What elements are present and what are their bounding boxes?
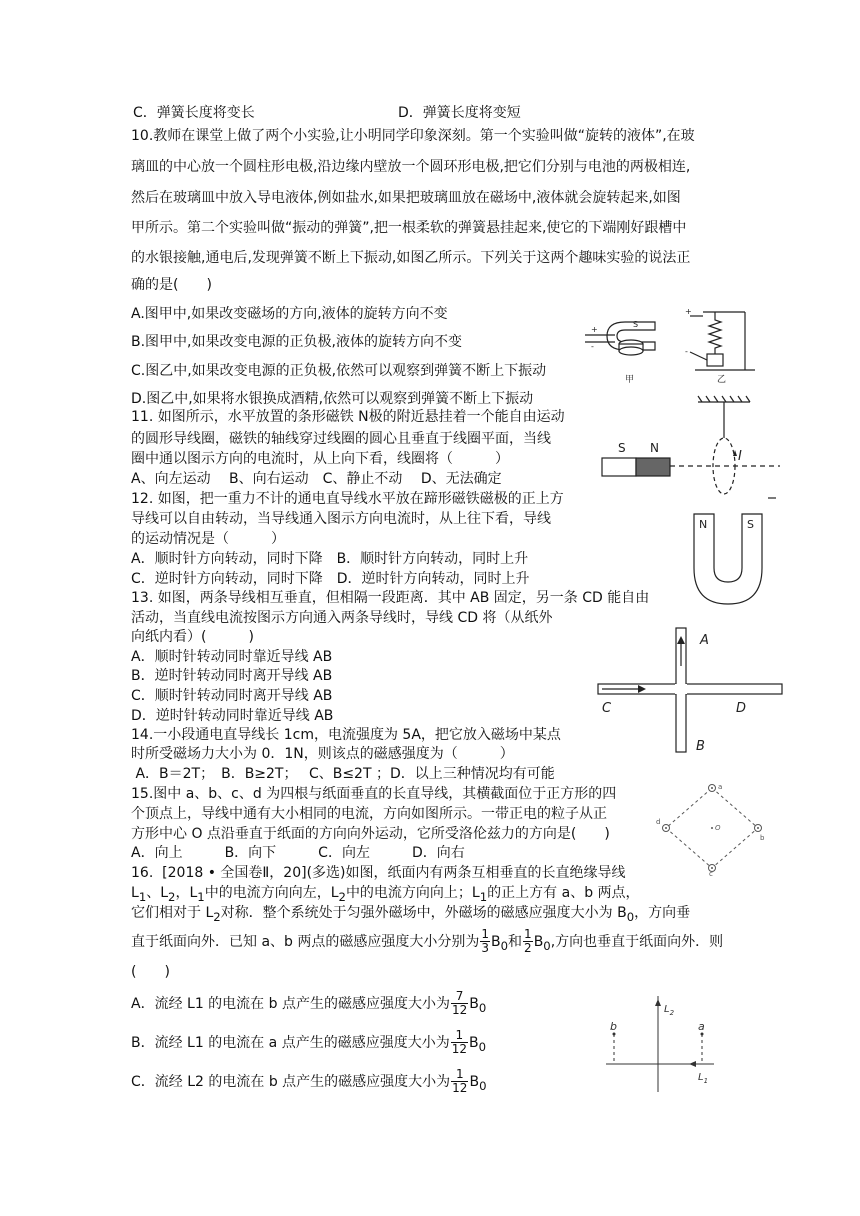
q10-option-a: A.图甲中,如果改变磁场的方向,液体的旋转方向不变	[131, 306, 448, 322]
spring-stand	[690, 312, 755, 370]
q16-option-c: C．流经 L2 的电流在 b 点产生的磁感应强度大小为 $\frac{1}{12}$ $B_0$	[131, 1067, 487, 1095]
current-i-label: I	[738, 449, 742, 464]
magnet-s-label: S	[618, 441, 626, 455]
q16-line-3: 它们相对于 $L_2$对称．整个系统处于匀强外磁场中，外磁场的磁感应强度大小为 $B_0$，方向垂	[131, 905, 691, 924]
svg-text:-: -	[685, 347, 688, 356]
fraction-one-twelfth: $\frac{1}{12}$	[452, 1067, 468, 1095]
q10-line-2: 璃皿的中心放一个圆柱形电极,沿边缘内壁放一个圆环形电极,把它们分别与电池的两极相连,	[131, 159, 691, 175]
svg-text:+: +	[591, 325, 598, 334]
q13-option-c: C．顺时针转动同时离开导线 AB	[131, 688, 333, 704]
q11-line-2: 的圆形导线圈，磁铁的轴线穿过线圈的圆心且垂直于线圈平面，当线	[131, 431, 551, 447]
q16-line-1: 16. [2018 • 全国卷Ⅱ，20](多选)如图，纸面内有两条互相垂直的长直绝缘导线	[131, 865, 626, 881]
figure-label-jia: 甲	[625, 375, 635, 385]
label-b: b	[610, 1020, 617, 1033]
fraction-seven-twelfths: $\frac{7}{12}$	[451, 989, 468, 1017]
q15-line-3: 方形中心 O 点沿垂直于纸面的方向向外运动，它所受洛伦兹力的方向是( )	[131, 826, 610, 842]
q9-option-d: D．弹簧长度将变短	[398, 105, 521, 121]
q13-line-1: 13. 如图，两条导线相互垂直，但相隔一段距离．其中 AB 固定，另一条 CD 能自由	[131, 590, 650, 606]
q16-line-4: 直于纸面向外．已知 a、b 两点的磁感应强度大小分别为 $\frac{1}{3}$ $B_0$和 $\frac{1}{2}$ $B_0$,方向也垂直于纸面向外．则	[131, 927, 724, 955]
q16-figure	[596, 994, 720, 1094]
q16-option-b: B．流经 L1 的电流在 a 点产生的磁感应强度大小为 $\frac{1}{12}$ $B_0$	[131, 1028, 487, 1056]
label-b: B	[696, 739, 705, 754]
pole-s-label: S	[747, 518, 754, 531]
q10-figure	[585, 302, 765, 398]
q15-line-2: 个顶点上，导线中通有大小相同的电流，方向如图所示。一带正电的粒子从正	[131, 806, 607, 822]
label-a: a	[698, 1020, 705, 1033]
q11-options: A、向左运动 B、向右运动 C、静止不动 D、无法确定	[131, 471, 502, 487]
q14-line-1: 14.一小段通电直导线长 1cm，电流强度为 5A，把它放入磁场中某点	[131, 727, 561, 743]
q13-option-a: A．顺时针转动同时靠近导线 AB	[131, 649, 333, 665]
q10-option-b: B.图甲中,如果改变电源的正负极,液体的旋转方向不变	[131, 334, 462, 350]
q12-line-2: 导线可以自由转动，当导线通入图示方向电流时，从上往下看，导线	[131, 511, 551, 527]
label-l2: $L_2$	[664, 1004, 675, 1017]
figure-label-yi: 乙	[717, 375, 727, 385]
label-a: A	[700, 633, 709, 648]
label-l1: $L_1$	[698, 1072, 709, 1085]
q11-line-1: 11. 如图所示，水平放置的条形磁铁 N极的附近悬挂着一个能自由运动	[131, 409, 565, 425]
label-d: d	[656, 818, 661, 826]
bar-magnet-s	[602, 458, 636, 476]
q11-line-3: 圈中通以图示方向的电流时，从上向下看，线圈将（ ）	[131, 451, 509, 467]
q15-options: A．向上 B．向下 C．向左 D．向右	[131, 845, 465, 861]
label-b: b	[760, 834, 765, 842]
svg-text:+: +	[685, 307, 692, 316]
q10-line-6: 确的是( )	[131, 277, 212, 293]
bar-magnet-n	[636, 458, 670, 476]
q15-figure	[652, 780, 772, 876]
q10-option-c: C.图乙中,如果改变电源的正负极,依然可以观察到弹簧不断上下振动	[131, 363, 547, 379]
magnet-n-label: N	[650, 441, 659, 455]
q13-line-2: 活动，当直线电流按图示方向通入两条导线时，导线 CD 将（从纸外	[131, 610, 553, 626]
q13-line-3: 向纸内看）( )	[131, 629, 254, 645]
label-c: C	[602, 701, 612, 716]
q16-option-a: A．流经 L1 的电流在 b 点产生的磁感应强度大小为 $\frac{7}{12}$ $B_0$	[131, 989, 487, 1017]
q12-line-1: 12. 如图，把一重力不计的通电直导线水平放在蹄形磁铁磁极的正上方	[131, 491, 564, 507]
svg-text:S: S	[633, 320, 639, 329]
q14-line-2: 时所受磁场力大小为 0．1N，则该点的磁感强度为（ ）	[131, 746, 514, 762]
q13-option-d: D．逆时针转动同时靠近导线 AB	[131, 708, 334, 724]
q11-figure	[600, 394, 780, 506]
pole-n-label: N	[699, 518, 708, 531]
q15-line-1: 15.图中 a、b、c、d 为四根与纸面垂直的长直导线，其横截面位于正方形的四	[131, 786, 617, 802]
fraction-one-third: $\frac{1}{3}$	[481, 927, 490, 955]
label-o: O	[715, 824, 721, 832]
q12-options-ab: A．顺时针方向转动，同时下降 B．顺时针方向转动，同时上升	[131, 551, 529, 567]
q13-figure	[596, 626, 786, 756]
q13-option-b: B．逆时针转动同时离开导线 AB	[131, 668, 333, 684]
q10-line-3: 然后在玻璃皿中放入导电液体,例如盐水,如果把玻璃皿放在磁场中,液体就会旋转起来,如图	[131, 190, 681, 206]
q16-line-2: $L_1$、$L_2$，$L_1$中的电流方向向左，$L_2$中的电流方向向上；$L_1$的正上方有 a、b 两点，	[131, 885, 640, 904]
fraction-one-twelfth: $\frac{1}{12}$	[451, 1028, 467, 1056]
q12-figure	[690, 496, 776, 610]
q14-options: A．B＝2T； B．B≥2T； C、B≤2T ；D．以上三种情况均有可能	[131, 766, 555, 782]
q10-line-4: 甲所示。第二个实验叫做“振动的弹簧”,把一根柔软的弹簧悬挂起来,使它的下端刚好跟槽中	[131, 220, 687, 236]
q16-line-5: ( )	[131, 964, 170, 980]
label-a: a	[718, 783, 723, 791]
q12-line-3: 的运动情况是（ ）	[131, 531, 285, 547]
q9-option-c: C．弹簧长度将变长	[133, 105, 255, 121]
fraction-one-half: $\frac{1}{2}$	[524, 927, 532, 955]
label-c: c	[709, 870, 713, 876]
q12-options-cd: C．逆时针方向转动，同时下降 D．逆时针方向转动，同时上升	[131, 571, 530, 587]
q10-line-1: 10.教师在课堂上做了两个小实验,让小明同学印象深刻。第一个实验叫做“旋转的液体”,在玻	[131, 128, 695, 144]
q10-line-5: 的水银接触,通电后,发现弹簧不断上下振动,如图乙所示。下列关于这两个趣味实验的说法正	[131, 250, 691, 266]
svg-text:-: -	[591, 342, 594, 351]
q10-option-d: D.图乙中,如果将水银换成酒精,依然可以观察到弹簧不断上下振动	[131, 391, 534, 407]
label-d: D	[736, 701, 747, 716]
